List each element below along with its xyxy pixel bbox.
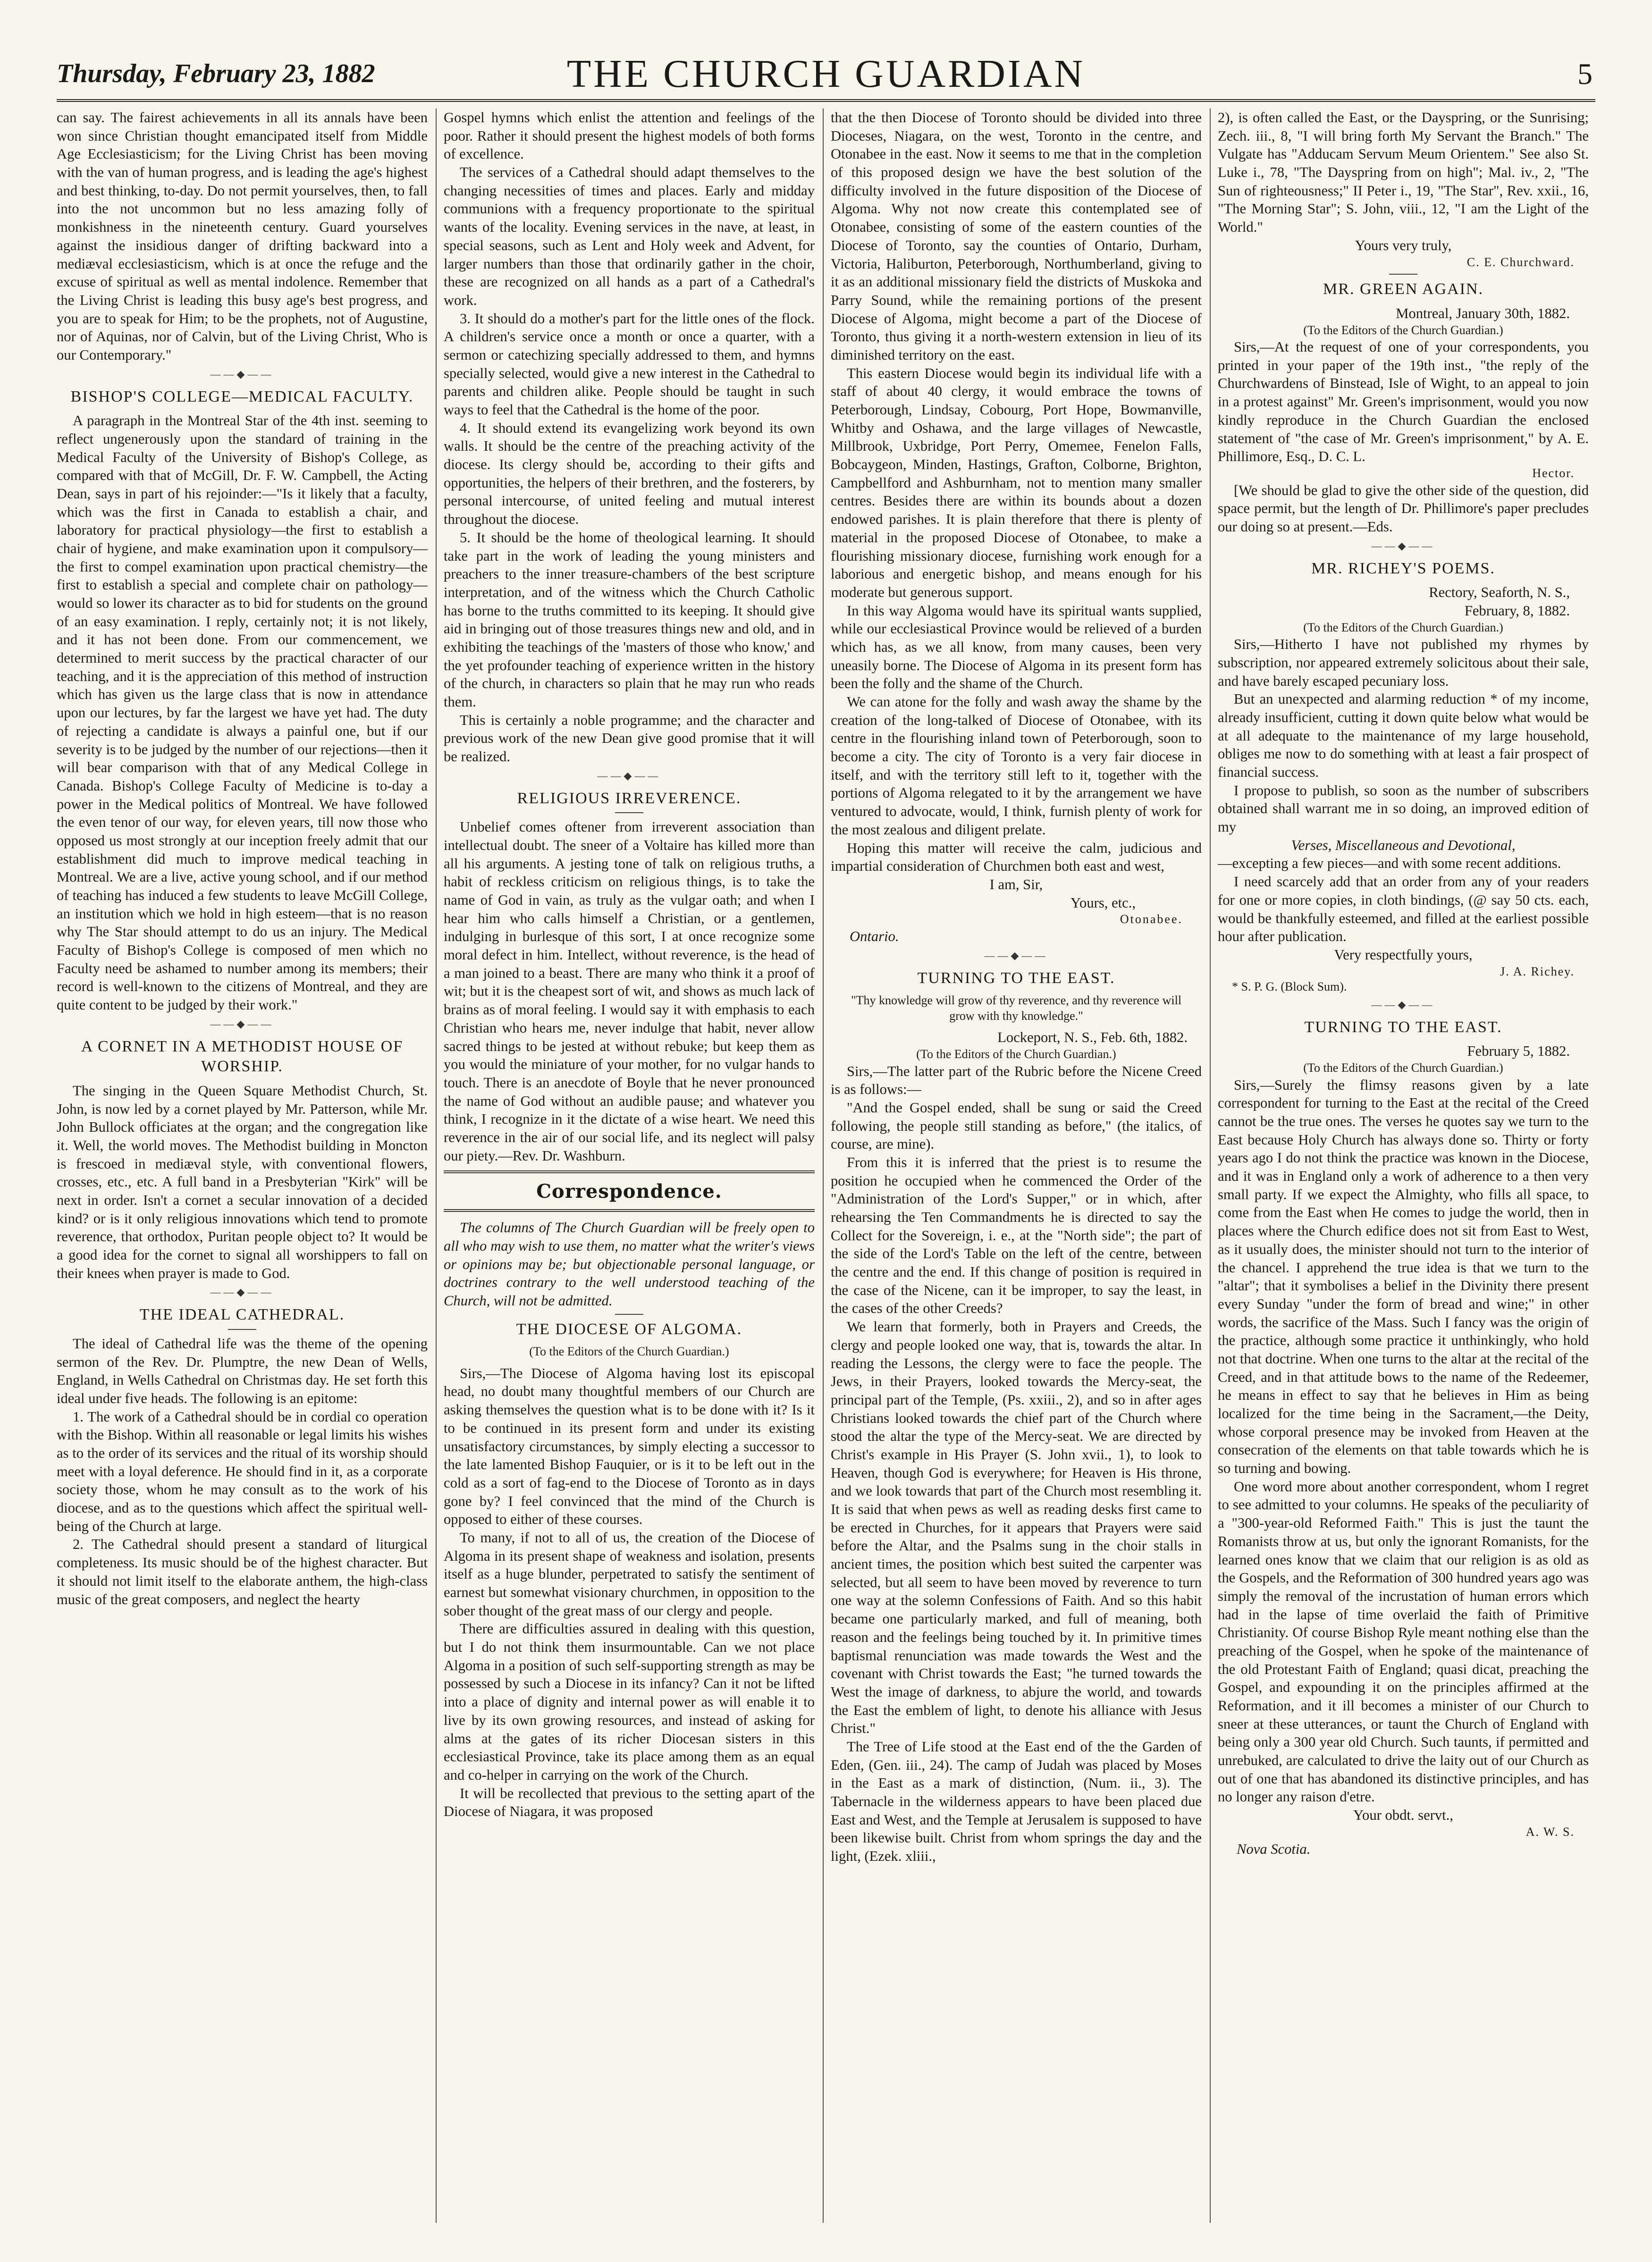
letter-closing: I am, Sir, [989,876,1043,892]
column-rule [1210,109,1211,2223]
section-ornament: ——◆—— [1371,539,1435,552]
letter-signature: J. A. Richey. [1500,964,1575,978]
letter-closing: Very respectfully yours, [1334,946,1473,963]
article-paragraph: 5. It should be the home of theological learning. It should take part in the work of leading the young ministers and preachers to the inner treasure-chambers of the best scripture interpretation, and of the witness which the Church Catholic has borne to the truths committed to its keeping. It should give aid in bringing out of those treasures things new and old, and in exhibiting the teachings of the 'masters of those who know,' and the yet profounder teaching of experience written in the history of the church, in characters so plain that he may run who reads them. [444,529,815,710]
letter-signature: C. E. Churchward. [1467,255,1575,269]
section-band [444,1170,815,1173]
heading-dash [228,1329,256,1330]
letter-signature: A. W. S. [1526,1825,1575,1839]
editors-note: (To the Editors of the Church Guardian.) [1303,620,1503,634]
heading-dash [1389,274,1417,275]
section-ornament: ——◆—— [597,769,661,782]
letter-place: Ontario. [850,928,899,945]
footnote: * S. P. G. (Block Sum). [1232,980,1347,994]
epigraph: "Thy knowledge will grow of thy reverence, and thy reverence will grow with thy knowledge." [851,993,1182,1023]
article-paragraph: Sirs,—The latter part of the Rubric before the Nicene Creed is as follows:— [831,1063,1202,1098]
section-heading-correspondence: Correspondence. [536,1180,722,1203]
issue-date: Thursday, February 23, 1882 [57,59,375,88]
article-paragraph: This eastern Diocese would begin its individual life with a staff of about 40 clergy, it would embrace the towns of Peterborough, Lindsay, Cobourg, Port Hope, Bowmanville, Whitby and Oshawa, and the large villages of Newcastle, Millbrook, Uxbridge, Port Perry, Omemee, Fenelon Falls, Bobcaygeon, Minden, Hastings, Grafton, Colborne, Brighton, Campbellford and Ashburnham, not to mention many smaller centres. Besides there are within its bounds about a dozen endowed parishes. It is plain therefore that there is plenty of material in the proposed Diocese of Otonabee, to make a flourishing missionary diocese, furnishing work enough for a laborious and energetic bishop, and means enough for his moderate but generous support. [831,365,1202,600]
article-paragraph: I need scarcely add that an order from any of your readers for one or more copies, in cloth bindings, (@ say 50 cts. each, would be thankfully esteemed, and filled at the earliest possible hour after publication. [1218,874,1589,945]
letter-closing: Yours, etc., [1070,894,1136,911]
article-heading-cornet: A CORNET IN A METHODIST HOUSE OF WORSHIP. [81,1037,404,1076]
letter-closing: Your obdt. servt., [1353,1807,1453,1824]
article-paragraph: We can atone for the folly and wash away the shame by the creation of the long-talked of Diocese of Otonabee, with its centre in the flourishing inland town of Peterborough, soon to become a city. The city of Toronto is a very fair diocese in itself, and with the territory still left to it, together with the portions of Algoma relegated to it by the arrangement we have ventured to advocate, would, I think, furnish plenty of work for the most zealous and diligent prelate. [831,694,1202,838]
letter-signature: Otonabee. [1120,912,1183,926]
article-heading-turning-east: TURNING TO THE EAST. [917,969,1115,987]
letter-signature: Hector. [1532,466,1575,480]
article-paragraph: To many, if not to all of us, the creation of the Diocese of Algoma in its present shape of weakness and isolation, presents itself as a huge blunder, perpetrated to satisfy the sentiment of earnest but somewhat visionary churchmen, in opposition to the sober thought of the great mass of our clergy and people. [444,1529,815,1619]
article-heading-ideal-cathedral: THE IDEAL CATHEDRAL. [139,1306,345,1324]
column-2 [444,109,815,2223]
book-title: Verses, Miscellaneous and Devotional, [1291,837,1516,853]
heading-dash [615,812,643,813]
editors-reply: [We should be glad to give the other side of the question, did space permit, but the length of Dr. Phillimore's paper precludes our doing so at present.—Eds. [1218,482,1589,535]
section-ornament: ——◆—— [984,949,1048,961]
column-rule [436,109,437,2223]
article-paragraph: The singing in the Queen Square Methodist Church, St. John, is now led by a cornet played by Mr. Patterson, while Mr. John Bullock officiates at the organ; and the congregation like it. Well, the world moves. The Methodist building in Moncton is frescoed in mediæval style, with conventional flowers, crosses, etc., etc. A full band in a Presbyterian "Kirk" will be next in order. Isn't a cornet a secular innovation of a decided kind? or is it only religious innovations which tend to promote reverence, that orthodox, Puritan people object to? It would be a good idea for the cornet to signal all worshippers to fall on their knees when prayer is made to God. [57,1082,428,1281]
article-paragraph: From this it is inferred that the priest is to resume the position he occupied when he commenced the Order of the "Administration of the Lord's Supper," or in which, after rehearsing the Ten Commandments he is directed to say the Collect for the Sovereign, i. e., at the "North side"; the part of the side of the Lord's Table on the left of the centre, between the centre and the end. If this change of position is required in the case of the Nicene, can it be improper, to say the least, in the cases of the other Creeds? [831,1154,1202,1317]
article-heading-diocese-algoma: THE DIOCESE OF ALGOMA. [516,1320,742,1338]
section-ornament: ——◆—— [210,1017,274,1030]
dateline: February 5, 1882. [1467,1043,1570,1060]
article-paragraph: A paragraph in the Montreal Star of the 4th inst. seeming to reflect ungenerously upon the standard of training in the Medical Faculty of the University of Bishop's College, as compared with that of McGill, Dr. F. W. Campbell, the Acting Dean, says in part of his rejoinder:—"Is it likely that a faculty, which was the first in Canada to establish a chair, and laboratory for practical physiology—the first to establish a chair of hygiene, and make examination upon it compulsory—the first to compel examination upon practical chemistry—the first to establish a special and complete chair on pathology—would so lower its character as to bid for students on the ground of an easy examination. I reply, certainly not; it is not likely, and it has not been done. From our commencement, we determined to merit success by the practical character of our teaching, and it is the appreciation of this method of instruction which has given us the large class that is now in attendance upon our lectures, by far the largest we have yet had. The duty of rejecting a candidate is always a painful one, but if our severity is to be judged by the number of our rejections—then it will bear comparison with that of any Medical College in Canada. Bishop's College Faculty of Medicine is to-day a power in the Medical politics of Montreal. We have followed the even tenor of our way, for eleven years, till now those who opposed us most strongly at our inception freely admit that our establishment did much to improve medical teaching in Montreal. We are a live, active young school, and if our method of teaching has induced a few students to leave McGill College, an institution which we hold in high esteem—that is no reason why The Star should attempt to do us an injury. The Medical Faculty of Bishop's College is composed of men which no Faculty need be ashamed to number among its members; their record is well-known to the citizens of Montreal, and they are quite content to be judged by their work." [57,412,428,1013]
article-paragraph: We learn that formerly, both in Prayers and Creeds, the clergy and people looked one way, that is, towards the altar. In reading the Lessons, the clergy were to face the people. The Jews, in their Prayers, looked towards the Mercy-seat, the principal part of the Temple, (Ps. xxiii., 2), and so in after ages Christians looked towards the chief part of the Church where stood the altar the type of the Mercy-seat. We are directed by Christ's example in His Prayer (S. John xvii., 1), to look to Heaven, though God is everywhere; for Heaven is His throne, and we look towards that part of the Church most resembling it. It is said that when pews as well as reading desks first came to be erected in Churches, for it appears that Prayers were said before the Altar, and the Psalms sung in the choir stalls in ancient times, the position which best suited the carpenter was selected, but all seem to have been moved by reverence to turn one way at the solemn Confessions of Faith. And so this habit became one particularly marked, and full of meaning, both reason and the feelings being touched by it. In primitive times baptismal renunciation was made towards the West and the covenant with Christ towards the East; "he turned towards the West the image of darkness, to abjure the world, and towards the East the emblem of light, to denote his alliance with Jesus Christ." [831,1319,1202,1737]
article-paragraph: Unbelief comes oftener from irreverent association than intellectual doubt. The sneer of a Voltaire has killed more than all his arguments. A jesting tone of talk on religious truths, a habit of reckless criticism on religious things, is to take the name of God in vain, as truly as the vulgar oath; and when I hear him who calls himself a Christian, or a gentlemen, indulging in burlesque of this sort, I at once recognize some moral defect in him. Intellect, without reverence, is the head of a man joined to a beast. There are many who think it a proof of wit; but it is the cheapest sort of wit, and shows as much lack of brains as of moral feeling. I would say it with emphasis to each Christian who hears me, never indulge that habit, never allow sacred things to be jested at without rebuke; but keep them as you would the miniature of your mother, for no vulgar hands to touch. There is an anecdote of Boyle that he never pronounced the name of God without an audible pause; and whatever you think, I recognize in it the dictate of a wise heart. We need this reverence in the air of our social life, and its neglect will palsy our piety.—Rev. Dr. Washburn. [444,819,815,1164]
article-paragraph: I propose to publish, so soon as the number of subscribers obtained shall warrant me in so doing, an improved edition of my [1218,782,1589,835]
article-paragraph: One word more about another correspondent, whom I regret to see admitted to your columns. He speaks of the peculiarity of a "300-year-old Reformed Faith." This is just the taunt the Romanists throw at us, but only the ignorant Romanists, for the learned ones know that we claim that our religion is as old as the Gospels, and the Reformation of 300 hundred years ago was simply the removal of the incrustation of human errors which had in the lapse of time overlaid the faith of Primitive Christianity. Of course Bishop Ryle meant nothing else than the preaching of the Gospel, when he spoke of the maintenance of the old Protestant Faith of England; quasi dicat, preaching the Gospel, and expounding it on the principles affirmed at the Reformation, and it ill becomes a minister of our Church to sneer at these utterances, or taunt the Church of England with being only a 300 year old Church. Such taunts, if permitted and unrebuked, are calculated to drive the laity out of our Church as out of one that has abandoned its distinctive principles, and has no longer any raison d'etre. [1218,1478,1589,1805]
article-paragraph: Hoping this matter will receive the calm, judicious and impartial consideration of Churchmen both east and west, [831,840,1202,875]
article-paragraph: It will be recollected that previous to the setting apart of the Diocese of Niagara, it was proposed [444,1785,815,1820]
newspaper-page [57,42,1595,2228]
article-paragraph: The services of a Cathedral should adapt themselves to the changing necessities of times and places. Early and midday communions with a frequency proportionate to the spiritual wants of the locality. Evening services in the nave, at least, in special seasons, such as Lent and Holy week and Advent, for larger numbers than those that ordinarily gather in the choir, these are recognized on all hands as a part of a Cathedral's work. [444,164,815,308]
article-paragraph: Sirs,—At the request of one of your correspondents, you printed in your paper of the 19th inst., "the reply of the Churchwardens of Binstead, Isle of Wight, to an appeal to join in a protest against" Mr. Green's imprisonment, would you now kindly reproduce in the Church Guardian the enclosed statement of "the case of Mr. Green's imprisonment," by A. E. Phillimore, Esq., D. C. L. [1218,339,1589,465]
editors-note: (To the Editors of the Church Guardian.) [1303,1061,1503,1075]
article-heading-turning-east-2: TURNING TO THE EAST. [1304,1018,1502,1036]
editors-note: (To the Editors of the Church Guardian.) [916,1047,1116,1061]
section-ornament: ——◆—— [1371,998,1435,1010]
editors-note: (To the Editors of the Church Guardian.) [1303,323,1503,337]
article-paragraph: 1. The work of a Cathedral should be in cordial co operation with the Bishop. Within all reasonable or legal limits his wishes as to the order of its services and the ritual of its worship should meet with a loyal deference. He should find in it, as a corporate society those, whom he may consult as to the work of his diocese, and as to the questions which affect the spiritual well-being of the Church at large. [57,1408,428,1534]
section-ornament: ——◆—— [210,1286,274,1298]
article-paragraph: The Tree of Life stood at the East end of the the Garden of Eden, (Gen. iii., 24). The camp of Judah was placed by Moses in the East as a mark of distinction, (Num. ii., 3). The Tabernacle in the wilderness appears to have been placed due East and West, and the Temple at Jerusalem is supposed to have been likewise built. Christ from whom springs the day and the light, (Ezek. xliii., [831,1738,1202,1865]
letter-closing: Yours very truly, [1355,237,1452,253]
dateline: Rectory, Seaforth, N. S., [1429,584,1570,601]
article-paragraph: 4. It should extend its evangelizing work beyond its own walls. It should be the centre of the preaching activity of the diocese. Its clergy should be, according to their gifts and opportunities, the helpers of their brethren, and the fosterers, by personal intercourse, of united feeling and mutual interest throughout the diocese. [444,420,815,528]
article-paragraph: This is certainly a noble programme; and the character and previous work of the new Dean give good promise that it will be realized. [444,712,815,765]
article-heading-richey-poems: MR. RICHEY'S POEMS. [1311,559,1495,577]
article-paragraph: that the then Diocese of Toronto should be divided into three Dioceses, Niagara, on the west, Toronto in the centre, and Otonabee in the east. Now it seems to me that in the completion of this proposed design we have the best solution of the difficulty involved in the future disposition of the Diocese of Algoma. Why not now create this contemplated see of Otonabee, consisting of some of the eastern counties of the Diocese of Toronto, say the counties of Ontario, Durham, Victoria, Haliburton, Peterborough, Northumberland, giving to it as an additional missionary field the districts of Muskoka and Parry Sound, while the remaining portions of the present Diocese of Algoma, might become a part of the Diocese of Toronto, thus giving it a north-western extension in lieu of its diminished territory on the east. [831,109,1202,363]
article-paragraph: Sirs,—The Diocese of Algoma having lost its episcopal head, no doubt many thoughtful members of our Church are asking themselves the question what is to be done with it? Is it to be continued in its present form and under its existing unsatisfactory circumstances, by simply electing a successor to the late lamented Bishop Fauquier, or is it to be left out in the cold as a sort of fag-end to the Diocese of Toronto as in days gone by? I feel convinced that the mind of the Church is opposed to either of these courses. [444,1365,815,1528]
dateline: Lockeport, N. S., Feb. 6th, 1882. [997,1029,1188,1046]
article-paragraph: 2), is often called the East, or the Dayspring, or the Sunrising; Zech. iii., 8, "I will bring forth My Servant the Branch." The Vulgate has "Adducam Servum Meum Orientem." See also St. Luke i., 78, "The Dayspring from on high"; Mal. iv., 2, "The Sun of righteousness;" II Peter i., 19, "The Star", Rev. xxii., 16, "The Morning Star"; S. John, viii., 12, "I am the Light of the World." [1218,109,1589,235]
article-heading-mr-green: MR. GREEN AGAIN. [1323,280,1483,298]
editors-note: (To the Editors of the Church Guardian.) [529,1345,729,1359]
dateline: February, 8, 1882. [1464,603,1570,619]
article-paragraph: The ideal of Cathedral life was the theme of the opening sermon of the Rev. Dr. Plumptre, the new Dean of Wells, England, in Wells Cathedral on Christmas day. He set forth this ideal under five heads. The following is an epitome: [57,1335,428,1406]
section-ornament: ——◆—— [210,368,274,380]
article-paragraph: In this way Algoma would have its spiritual wants supplied, while our ecclesiastical Province would be relieved of a burden which has, as we all know, from many causes, been very uneasily borne. The Diocese of Algoma in its present form has been the folly and the shame of the Church. [831,602,1202,692]
page-number: 5 [1577,57,1593,91]
newspaper-title: THE CHURCH GUARDIAN [566,52,1086,96]
article-paragraph: Sirs,—Surely the flimsy reasons given by a late correspondent for turning to the East at the recital of the Creed cannot be the true ones. The verses he quotes say we turn to the East because Holy Church has always done so. Thirty or forty years ago I do not think the practice was known in the Diocese, and it was in England only a work of adherence to a then very small party. If we expect the Almighty, who fills all space, to come from the East when He comes to judge the world, then in places where the Church edifice does not sit from East to West, as it usually does, the minister should not turn to the interior of the chancel. I apprehend the true idea is that we turn to the "altar"; that it symbolises a belief in the Divinity there present every Sunday "under the form of bread and wine;" in other words, the sacrifice of the Mass. Such I fancy was the origin of the practice, although some practice it unthinkingly, who hold not that doctrine. When one turns to the altar at the recital of the Creed, and in that attitude bows to the name of the Redeemer, he means in effect to say that he believes in Him as being localized for the time being in the Sacrament,—the Deity, whose corporal presence may be invoked from Heaven at the consecration of the elements on that table towards which he is so turning and bowing. [1218,1076,1589,1477]
heading-dash [615,1314,643,1315]
article-paragraph: 2. The Cathedral should present a standard of liturgical completeness. Its music should be of the highest character. But it should not limit itself to the elaborate anthem, the high-class music of the great composers, and neglect the hearty [57,1536,428,1607]
article-paragraph: But an unexpected and alarming reduction * of my income, already insufficient, cutting it down quite below what would be at all adequate to the maintenance of my large household, obliges me now to do something with at least a fair prospect of financial success. [1218,691,1589,780]
article-paragraph: —excepting a few pieces—and with some recent additions. [1218,855,1561,872]
section-band [444,1209,815,1212]
article-paragraph: There are difficulties assured in dealing with this question, but I do not think them insurmountable. Can we not place Algoma in a position of such self-supporting strength as may be possessed by such a Diocese in its infancy? Can it not be lifted into a place of dignity and internal power as will enable it to live by its own growing resources, and instead of asking for alms at the gates of its richer Diocesan sisters in this ecclesiastical Province, take its place among them as an equal and co-helper in carrying on the work of the Church. [444,1621,815,1783]
column-1 [57,109,428,2223]
article-paragraph: Gospel hymns which enlist the attention and feelings of the poor. Rather it should present the highest models of both forms of excellence. [444,109,815,162]
masthead [57,42,1595,102]
correspondence-notice: The columns of The Church Guardian will be freely open to all who may wish to use them, no matter what the writer's views or opinions may be; but objectionable personal language, or doctrines contrary to the well understood teaching of the Church, will not be admitted. [444,1219,815,1309]
column-4 [1218,109,1589,2223]
article-heading-religious-irreverence: RELIGIOUS IRREVERENCE. [517,789,742,807]
article-paragraph: "And the Gospel ended, shall be sung or said the Creed following, the people still standing as before," (the italics, of course, are mine). [831,1099,1202,1152]
article-paragraph: Sirs,—Hitherto I have not published my rhymes by subscription, nor appeared extremely solicitous about their sale, and have barely escaped pecuniary loss. [1218,636,1589,689]
letter-place: Nova Scotia. [1237,1841,1311,1857]
article-paragraph: 3. It should do a mother's part for the little ones of the flock. A children's service once a month or once a quarter, with a sermon or catechizing specially addressed to them, and hymns specially selected, would give a new interest in the Cathedral to parents and children alike. People should be taught in such ways to feel that the Cathedral is the home of the poor. [444,310,815,418]
column-rule [823,109,824,2223]
article-heading-bishops-college: BISHOP'S COLLEGE—MEDICAL FACULTY. [70,387,414,405]
column-3 [831,109,1202,2223]
dateline: Montreal, January 30th, 1882. [1396,305,1570,321]
article-paragraph: can say. The fairest achievements in all its annals have been won since Christian thought emancipated itself from Middle Age Ecclesiasticism; for the Living Christ has been moving with the van of human progress, and is leading the age's highest and best thinking, to-day. Do not permit yourselves, then, to fall into the not uncommon but no less amazing folly of monkishness in the nineteenth century. Guard yourselves against the insidious danger of drifting backward into a mediæval ecclesiasticism, which is at once the refuge and the excuse of spiritual as well as mental indolence. Remember that the Living Christ is leading this busy age's best progress, and you are to speak for Him; to be the prophets, not of Augustine, nor of Aquinas, nor of Calvin, but of the Living Christ, Who is our Contemporary." [57,109,428,363]
